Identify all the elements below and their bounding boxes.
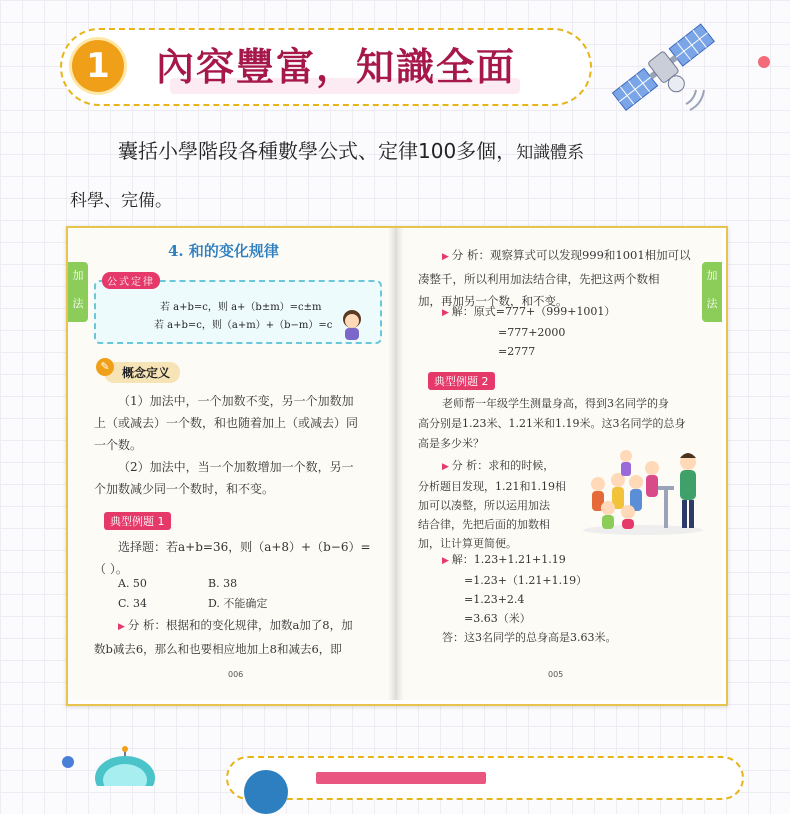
solution-2-text: ▶ 解：1.23+1.21+1.19 =1.23+（1.21+1.19） =1.23+2.4 =3.63（米） 答：这3名同学的总身高是3.63米。 (442, 553, 617, 644)
left-side-tab: 加 法 (68, 262, 88, 322)
example-2-text: 老师帮一年级学生测量身高，得到3名同学的身 高分别是1.23米、1.21米和1.19米。这3名同学的总身 高是多少米？ (418, 397, 686, 450)
decor-dot-pink (758, 56, 770, 68)
analysis-text: ▶ 分 析：观察算式可以发现999和1001相加可以 凑整千，所以利用加法结合律，先把这两个数相 加，再加另一个数，和不变。 (418, 248, 691, 308)
formula-tag: 公式定律 (102, 272, 160, 289)
lightbulb-icon: ✎ (96, 358, 114, 376)
solution-text: ▶ 解：原式=777+（999+1001） =777+2000 =2777 (442, 305, 616, 358)
concept-text: （1）加法中，一个加数不变，另一个加数加 上（或减去）一个数，和也随着加上（或减去）同 一个数。 （2）加法中，当一个加数增加一个数，另一 个加数减少同一个数时，和不变。 (94, 394, 359, 496)
right-side-tab: 加 法 (702, 262, 722, 322)
intro-line-1: 囊括小學階段各種數學公式、定律100多個， (118, 139, 517, 163)
example-tag-2: 典型例题 2 (428, 372, 495, 390)
analysis-2-text: ▶ 分 析：求和的时候， 分析题目发现，1.21和1.19相 加可以凑整，所以运用加法 结合律，先把后面的加数相 加，让计算更简便。 (418, 459, 566, 550)
triangle-bullet-icon: ▶ (442, 252, 452, 262)
robot-icon (90, 746, 160, 786)
satellite-icon (604, 12, 724, 124)
triangle-bullet-icon: ▶ (442, 462, 452, 472)
book-spine (388, 228, 404, 700)
intro-paragraph (70, 128, 750, 224)
example-1-text: 选择题：若a+b=36，则（a+8）+（b−6）= （ ）。 (94, 540, 371, 576)
analysis-1-text: ▶ 分 析：根据和的变化规律，加数a加了8，加 数b减去6，那么和也要相应地加上8和减去6，即 (94, 618, 353, 656)
triangle-bullet-icon: ▶ (442, 308, 452, 318)
intro-line-2: 科學、完備。 (70, 191, 172, 211)
lesson-title: 4. 和的变化规律 (168, 242, 279, 260)
triangle-bullet-icon: ▶ (118, 622, 128, 632)
concept-label: 概念定义 (104, 362, 180, 383)
page-number-right: 005 (548, 670, 564, 679)
intro-line-1-tail: 知識體系 (516, 143, 585, 163)
teacher-kids-illustration (578, 446, 708, 536)
girl-avatar (340, 308, 364, 340)
decor-dot-blue (62, 756, 74, 768)
formula-line: 若 a+b=c，则（a+m）+（b−m）=c (154, 320, 333, 331)
next-section-title-fragment (316, 772, 486, 784)
section-title: 內容豐富，知識全面 (156, 44, 517, 89)
triangle-bullet-icon: ▶ (442, 556, 452, 566)
example-tag-1: 典型例题 1 (104, 512, 171, 530)
page-number-left: 006 (228, 670, 244, 679)
formula-line: 若 a+b=c，则 a+（b±m）=c±m (160, 302, 322, 313)
section-number-badge: 1 (72, 40, 124, 92)
options-list: A. 50 B. 38 C. 34 D. 不能确定 (118, 577, 268, 610)
